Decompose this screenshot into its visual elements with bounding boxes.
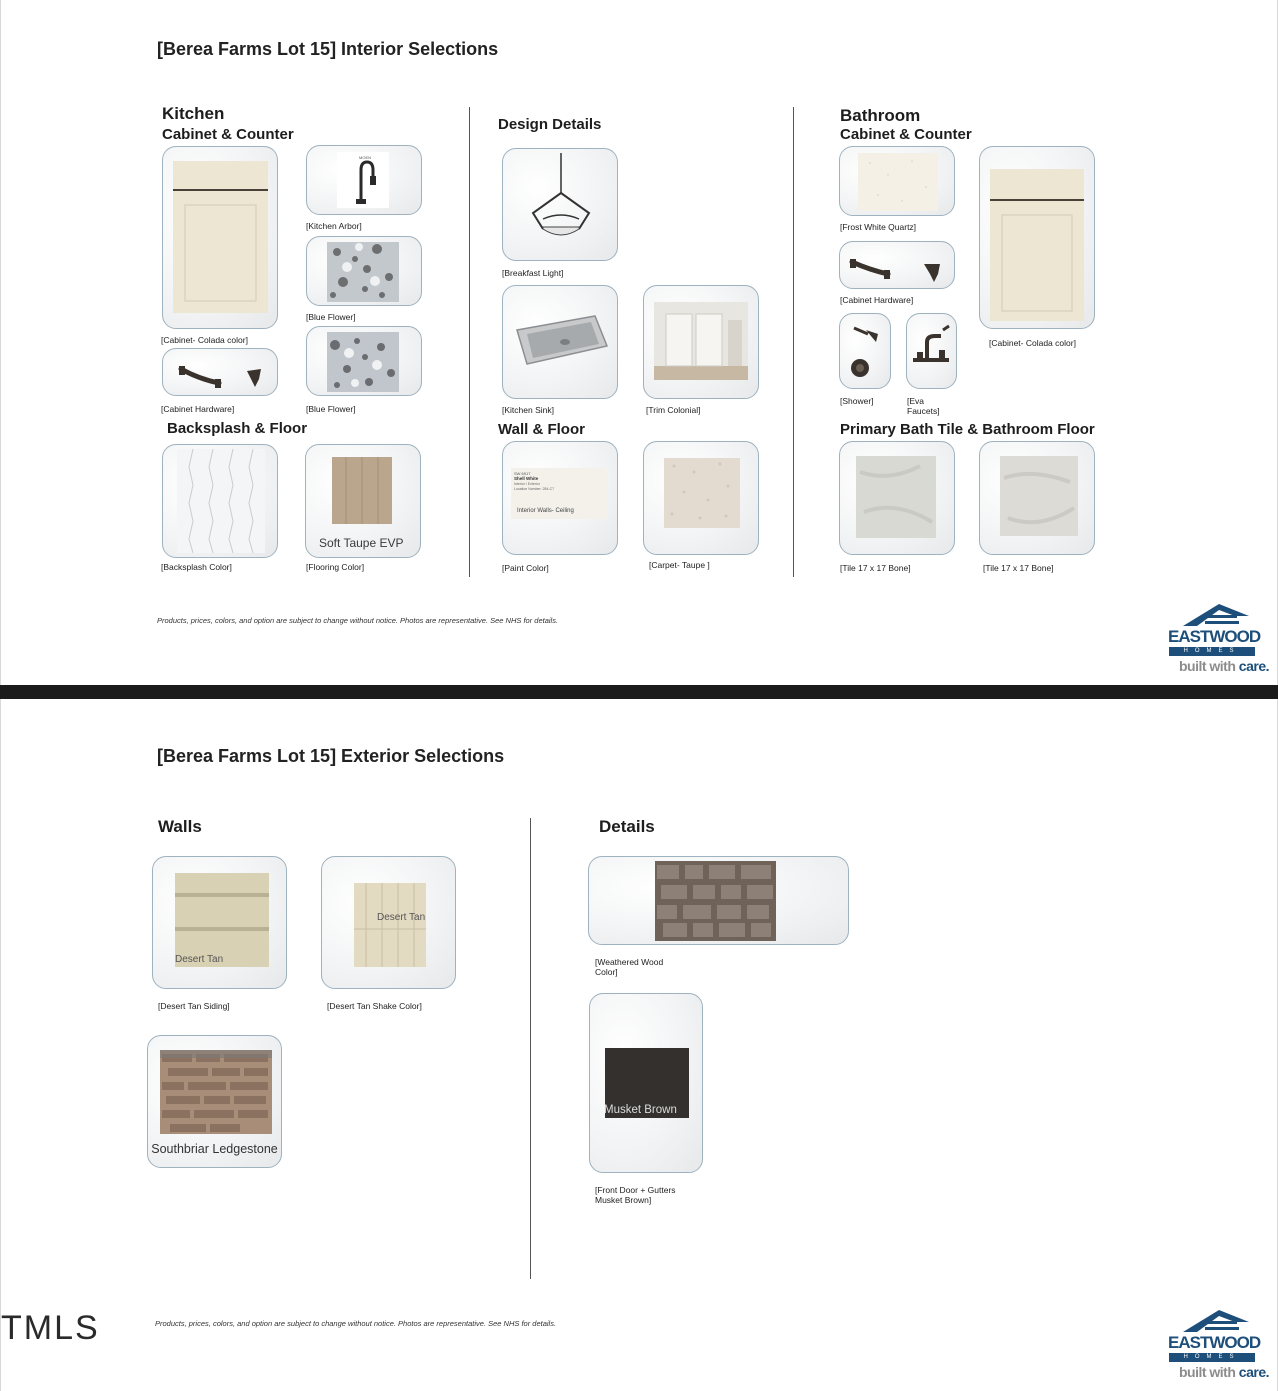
carpet-swatch [644, 442, 759, 555]
page-title: [Berea Farms Lot 15] Interior Selections [157, 39, 499, 59]
eva-faucet-caption-2: Faucets] [907, 406, 940, 416]
bath-tile-card-2 [979, 441, 1095, 555]
tmls-watermark: TMLS [1, 1309, 100, 1347]
granite-swatch-2 [307, 327, 422, 396]
kitchen-sink-card [502, 285, 618, 399]
page-break-bar [0, 685, 1278, 699]
bath-hardware-caption: [Cabinet Hardware] [840, 295, 914, 305]
kitchen-cabinet-card [162, 146, 278, 329]
door-caption-2: Musket Brown] [595, 1195, 652, 1205]
logo-homes-text-2: HOMES [1169, 1353, 1255, 1362]
door-caption-1: [Front Door + Gutters [595, 1185, 676, 1195]
logo-tagline-2: built with care. [1178, 1364, 1269, 1380]
bath-cabinet-pull-icon [840, 242, 955, 289]
paint-label: Interior Walls- Ceiling [517, 508, 574, 514]
siding-label: Desert Tan [175, 954, 224, 965]
eva-faucet-card [906, 313, 957, 389]
musket-brown-swatch [590, 994, 703, 1173]
paint-code: SW 6917 [514, 471, 531, 476]
column-divider-2 [793, 107, 794, 577]
kitchen-sink-caption: [Kitchen Sink] [502, 405, 554, 415]
logo-roof-icon [1175, 602, 1249, 628]
trim-card [643, 285, 759, 399]
shingle-swatch [589, 857, 849, 945]
shake-caption: [Desert Tan Shake Color] [327, 1001, 422, 1011]
tile-swatch-2 [980, 442, 1095, 555]
bathroom-heading: Bathroom [840, 106, 921, 125]
shake-swatch [322, 857, 456, 989]
backsplash-tile-swatch [163, 445, 278, 558]
eastwood-logo [1161, 600, 1271, 680]
bath-faucet-icon [907, 314, 957, 389]
logo-roof-icon-2 [1175, 1308, 1249, 1334]
granite-swatch [307, 237, 422, 306]
siding-caption: [Desert Tan Siding] [158, 1001, 230, 1011]
bath-cabinet-card [979, 146, 1095, 329]
carpet-card [643, 441, 759, 555]
paint-line-2: Location Number: 254-C7 [514, 487, 555, 491]
bath-hardware-card [839, 241, 955, 289]
siding-swatch [153, 857, 287, 989]
stone-label: Southbriar Ledgestone [151, 1142, 278, 1156]
kitchen-counter-card-2 [306, 326, 422, 396]
exterior-selections-page [0, 699, 1278, 1391]
interior-selections-page [0, 0, 1278, 685]
exterior-page-title: [Berea Farms Lot 15] Exterior Selections [157, 746, 505, 766]
pendant-light-icon [503, 149, 618, 261]
details-heading: Details [599, 817, 655, 836]
bath-quartz-card [839, 146, 955, 216]
logo-tagline: built with care. [1178, 658, 1269, 674]
kitchen-faucet-icon [307, 146, 422, 215]
exterior-column-divider [530, 818, 531, 1279]
design-details-heading: Design Details [498, 116, 602, 133]
shake-label: Desert Tan [377, 912, 426, 923]
roof-caption-1: [Weathered Wood [595, 957, 664, 967]
bath-tile-caption-1: [Tile 17 x 17 Bone] [840, 563, 911, 573]
bath-tile-heading: Primary Bath Tile & Bathroom Floor [840, 421, 1095, 438]
kitchen-sink-icon [503, 286, 618, 399]
stone-card [147, 1035, 282, 1168]
logo-homes-text: HOMES [1169, 647, 1255, 656]
shower-caption: [Shower] [840, 396, 874, 406]
kitchen-faucet-card [306, 145, 422, 215]
roof-shingle-card [588, 856, 849, 945]
flooring-caption: [Flooring Color] [306, 562, 365, 572]
walls-heading: Walls [158, 817, 202, 836]
column-divider-1 [469, 107, 470, 577]
paint-chip [511, 468, 607, 519]
kitchen-counter-caption-1: [Blue Flower] [306, 312, 356, 322]
backsplash-caption: [Backsplash Color] [161, 562, 232, 572]
cabinet-pull-icon [163, 349, 278, 396]
bathroom-subheading: Cabinet & Counter [840, 126, 972, 143]
eastwood-logo-2 [1161, 1306, 1271, 1386]
tile-swatch-1 [840, 442, 955, 555]
door-label: Musket Brown [604, 1104, 677, 1116]
roof-caption-2: Color] [595, 967, 618, 977]
carpet-caption: [Carpet- Taupe ] [649, 560, 710, 570]
bath-cabinet-caption: [Cabinet- Colada color] [989, 338, 1076, 348]
eva-faucet-caption-1: [Eva [907, 396, 925, 406]
trim-room-photo [644, 286, 759, 399]
bath-quartz-caption: [Frost White Quartz] [840, 222, 917, 232]
shake-card [321, 856, 456, 989]
quartz-swatch [840, 147, 955, 216]
breakfast-light-caption: [Breakfast Light] [502, 268, 564, 278]
logo-brand-text: EASTWOOD [1168, 627, 1261, 646]
bath-cabinet-door-swatch [980, 147, 1095, 329]
siding-card [152, 856, 287, 989]
faucet-brand-text: MOEN [359, 155, 371, 160]
kitchen-counter-card-1 [306, 236, 422, 306]
disclaimer-exterior: Products, prices, colors, and option are subject to change without notice. Photos are representative. See NHS for details. [155, 1319, 557, 1328]
cabinet-door-swatch [163, 147, 278, 329]
disclaimer-interior: Products, prices, colors, and option are subject to change without notice. Photos are representative. See NHS for details. [157, 616, 559, 625]
kitchen-counter-caption-2: [Blue Flower] [306, 404, 356, 414]
kitchen-cabinet-caption: [Cabinet- Colada color] [161, 335, 248, 345]
logo-brand-text-2: EASTWOOD [1168, 1333, 1261, 1352]
shower-icon [840, 314, 891, 389]
bath-tile-card-1 [839, 441, 955, 555]
paint-color-card [502, 441, 618, 555]
wall-floor-heading: Wall & Floor [498, 421, 585, 438]
kitchen-hardware-card [162, 348, 278, 396]
shower-card [839, 313, 891, 389]
trim-caption: [Trim Colonial] [646, 405, 701, 415]
kitchen-faucet-caption: [Kitchen Arbor] [306, 221, 362, 231]
paint-line-1: Interior / Exterior [514, 482, 540, 486]
front-door-card [589, 993, 703, 1173]
paint-name: Shell White [514, 476, 539, 481]
backsplash-card [162, 444, 278, 558]
kitchen-subheading: Cabinet & Counter [162, 126, 294, 143]
kitchen-hardware-caption: [Cabinet Hardware] [161, 404, 235, 414]
breakfast-light-card [502, 148, 618, 261]
bath-tile-caption-2: [Tile 17 x 17 Bone] [983, 563, 1054, 573]
backsplash-floor-heading: Backsplash & Floor [167, 420, 308, 437]
paint-caption: [Paint Color] [502, 563, 549, 573]
flooring-label: Soft Taupe EVP [319, 536, 404, 550]
kitchen-heading: Kitchen [162, 104, 225, 123]
